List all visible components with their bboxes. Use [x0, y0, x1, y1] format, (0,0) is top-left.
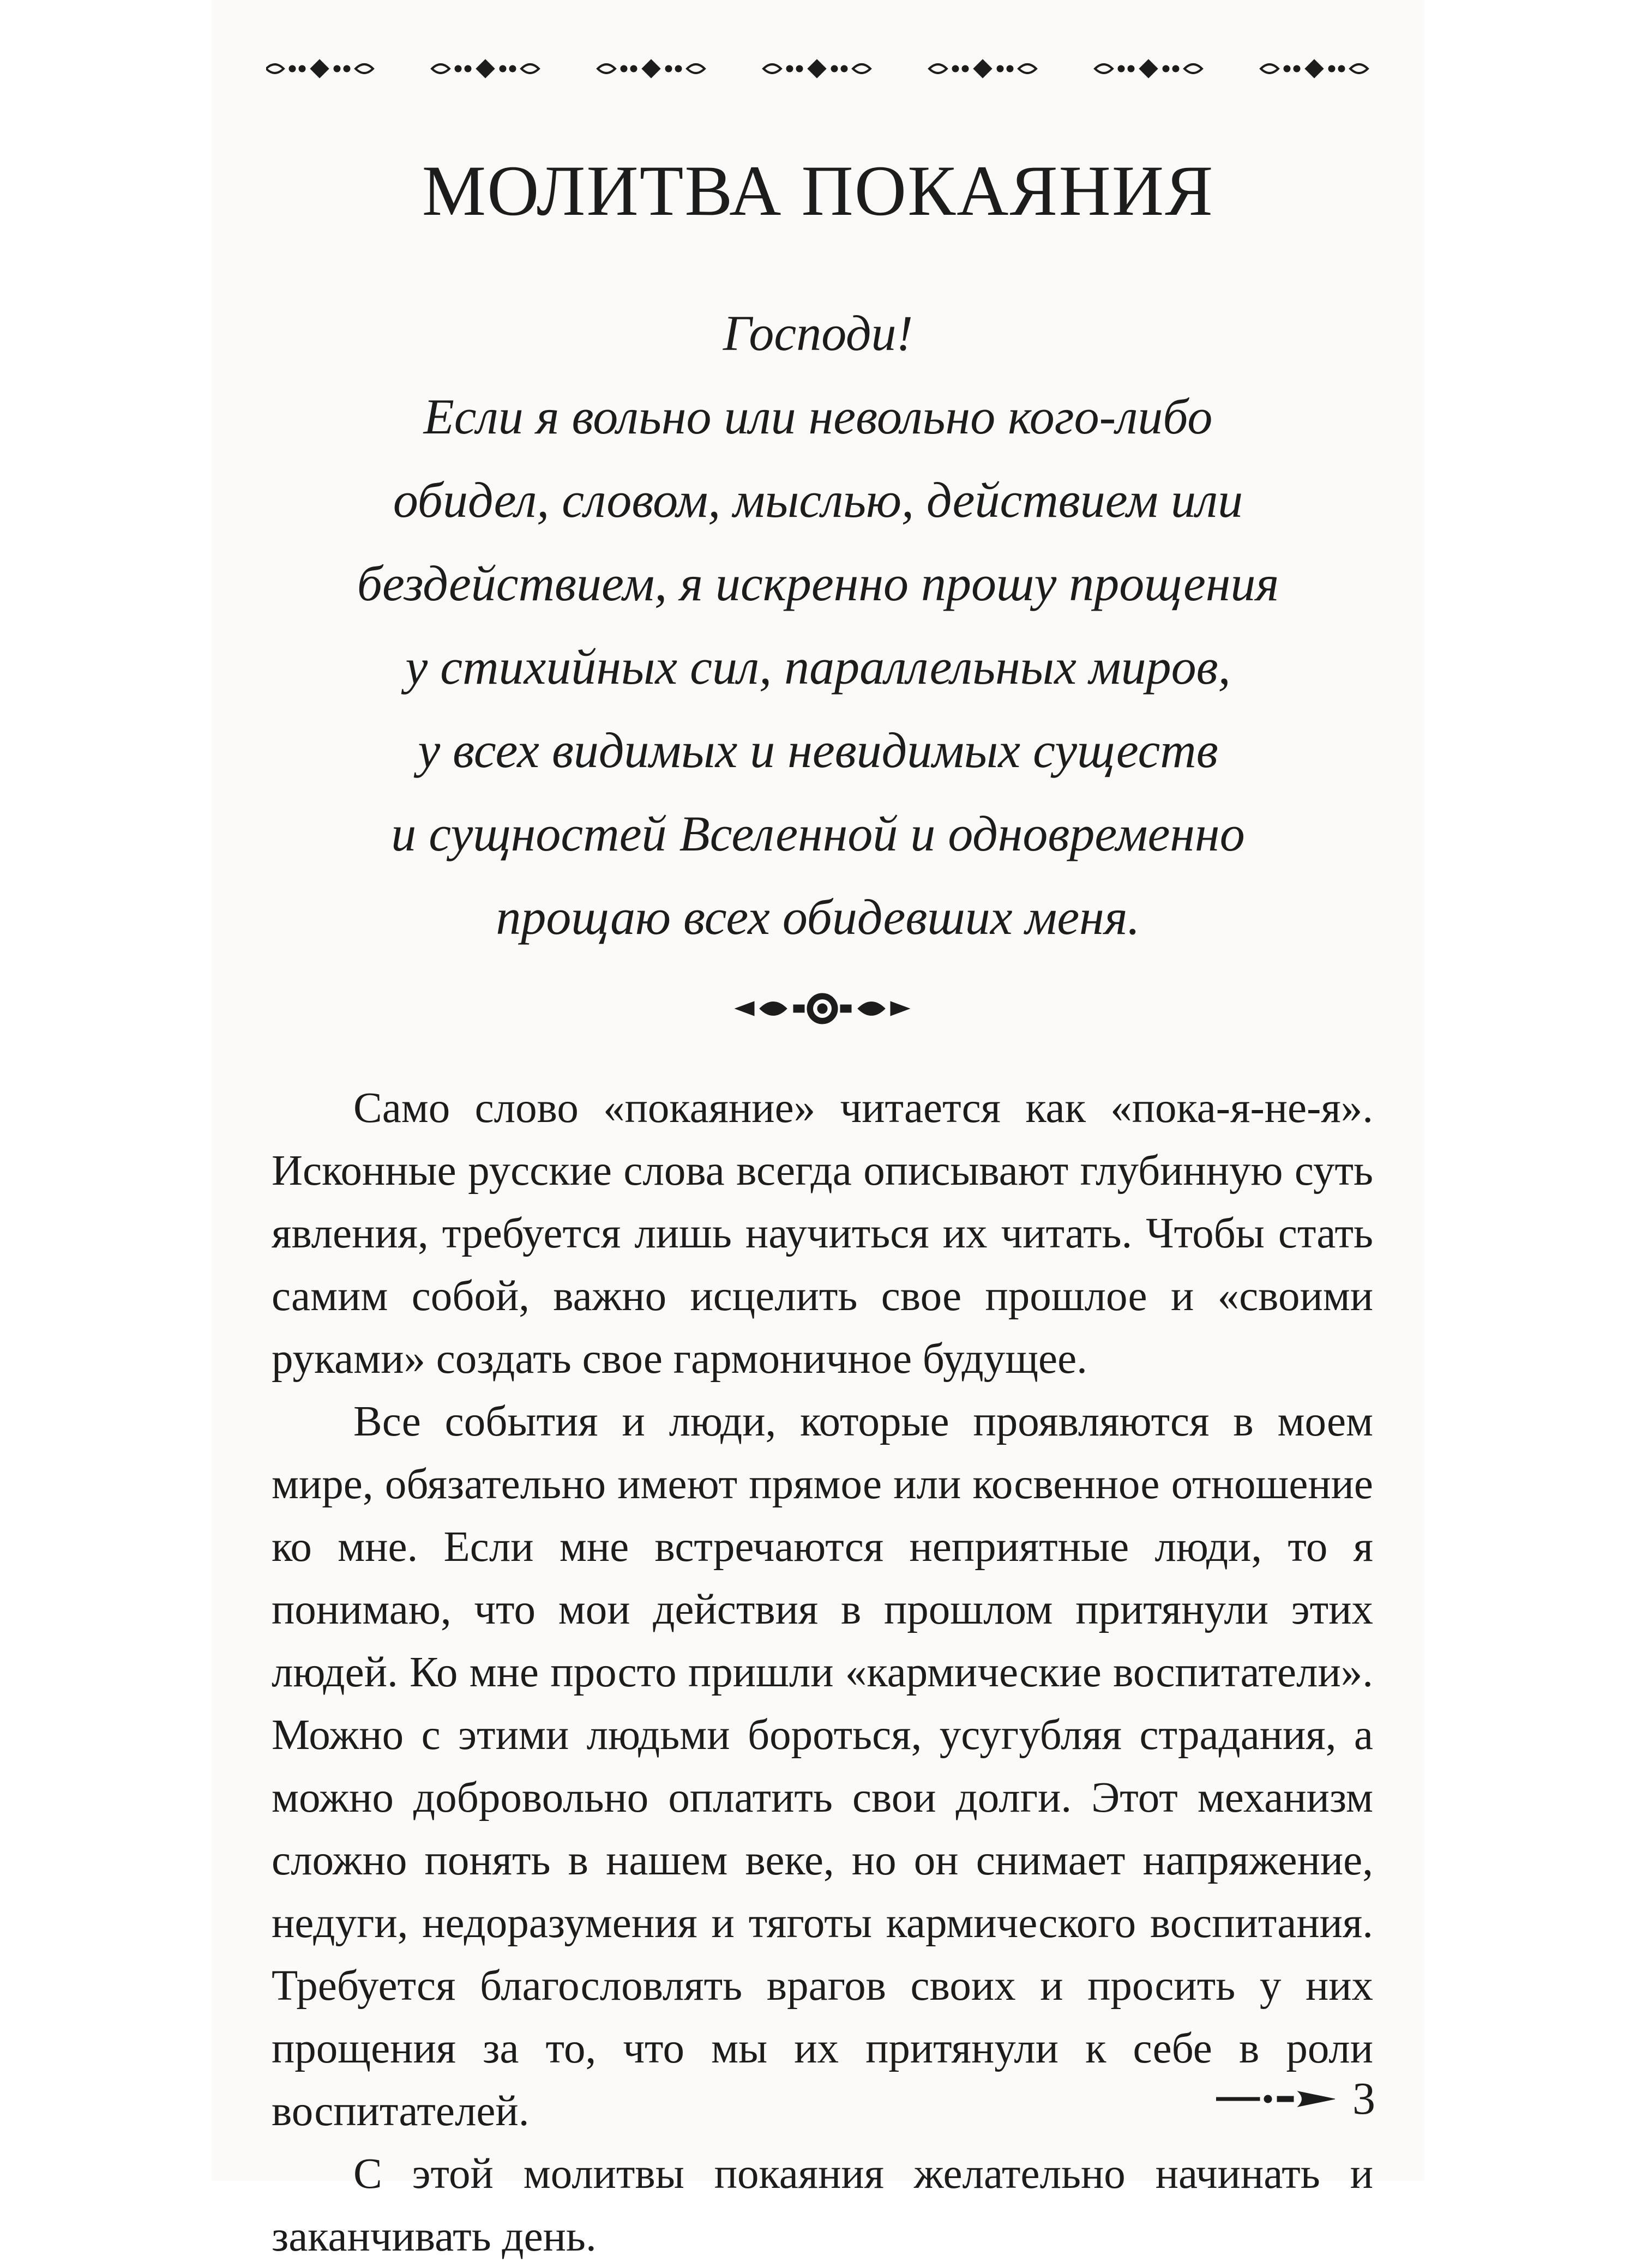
prayer-line: бездействием, я искренно прошу прощения — [357, 556, 1279, 611]
prayer-line: Господи! — [723, 305, 913, 361]
page-number: 3 — [1352, 2073, 1375, 2124]
header-ornament-icon — [266, 52, 1370, 85]
body-text — [272, 1077, 1373, 2268]
section-divider-icon — [732, 990, 912, 1028]
paragraph: С этой молитвы покаяния желательно начинать и заканчивать день. — [272, 2150, 1373, 2260]
prayer-line: обидел, словом, мыслью, действием или — [393, 472, 1243, 528]
page-title: МОЛИТВА ПОКАЯНИЯ — [422, 150, 1214, 231]
prayer-text — [212, 292, 1424, 959]
prayer-line: прощаю всех обидевших меня. — [496, 889, 1140, 945]
page-footer — [1216, 2069, 1375, 2129]
book-page — [212, 0, 1424, 2260]
prayer-line: и сущностей Вселенной и одновременно — [391, 806, 1245, 861]
footer-ornament-icon — [1216, 2088, 1336, 2110]
prayer-line: у всех видимых и невидимых существ — [418, 722, 1218, 778]
prayer-line: Если я вольно или невольно кого-либо — [423, 389, 1213, 444]
paragraph: Все события и люди, которые проявляются в моем мире, обязательно имеют прямое или косвенное отношение ко мне. Если мне встречаются неприятные люди, то я понимаю, что мои действия в прошлом притянули этих людей. Ко мне просто пришли «кармические воспитатели». Можно с этими людьми бороться, усугубляя страдания, а можно добровольно оплатить свои долги. Этот механизм сложно понять в нашем веке, но он снимает напряжение, недуги, недоразумения и тяготы кармического воспитания. Требуется благословлять врагов своих и просить у них прощения за то, что мы их притянули к себе в роли воспитателей. — [272, 1398, 1373, 2135]
paragraph: Само слово «покаяние» читается как «пока-я-не-я». Исконные русские слова всегда описывают глубинную суть явления, требуется лишь научиться их читать. Чтобы стать самим собой, важно исцелить свое прошлое и «своими руками» создать свое гармоничное будущее. — [272, 1084, 1373, 1383]
prayer-line: у стихийных сил, параллельных миров, — [405, 639, 1231, 695]
